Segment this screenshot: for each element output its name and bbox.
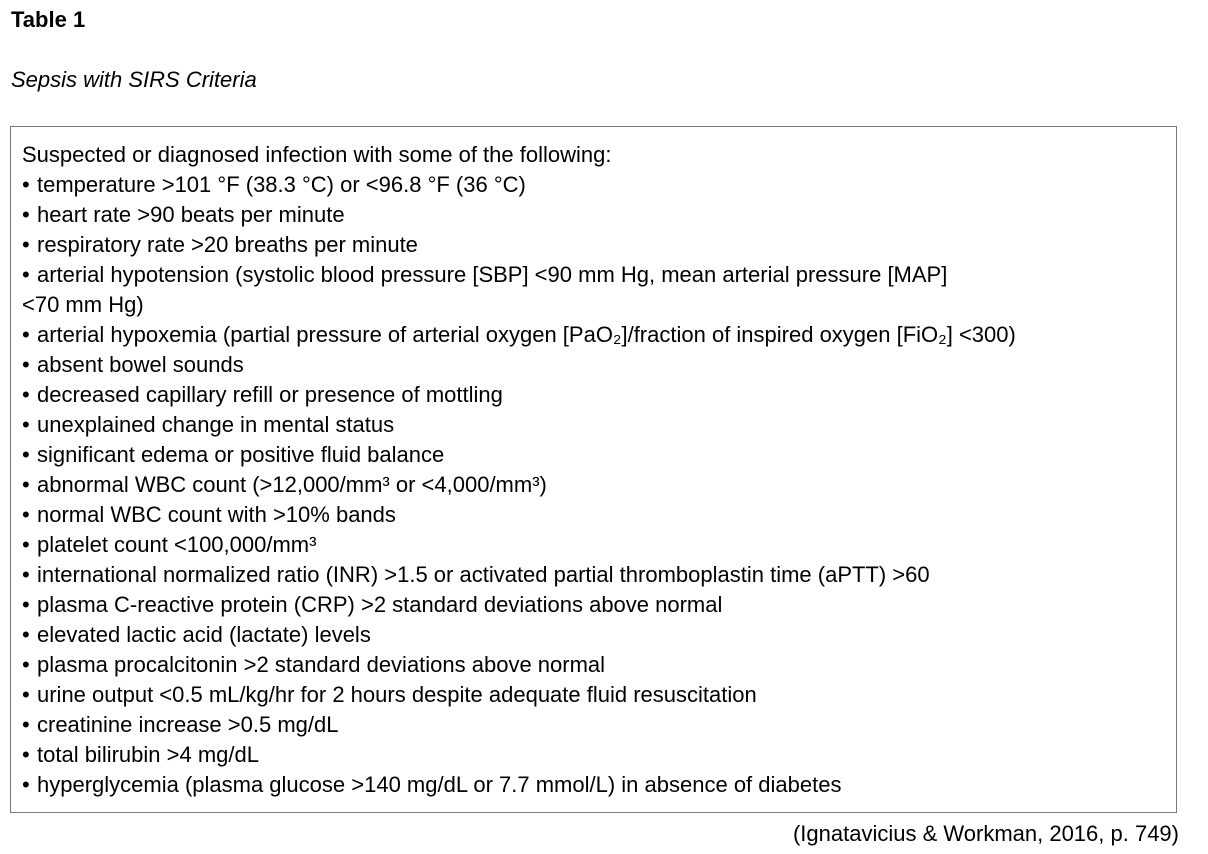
- list-item: [22, 500, 1172, 530]
- bullet: •: [22, 352, 30, 377]
- bullet: •: [22, 652, 30, 677]
- bullet: •: [22, 742, 30, 767]
- list-item: [22, 440, 1172, 470]
- list-item-text: arterial hypoxemia (partial pressure of arterial oxygen [PaO₂]/fraction of inspired oxygen [FiO₂] <300): [37, 322, 1016, 347]
- list-item-text: respiratory rate >20 breaths per minute: [37, 232, 418, 257]
- list-item-text: creatinine increase >0.5 mg/dL: [37, 712, 339, 737]
- list-item-text: unexplained change in mental status: [37, 412, 395, 437]
- list-item-text: international normalized ratio (INR) >1.5 or activated partial thromboplastin time (aPTT) >60: [37, 562, 930, 587]
- list-item-text: hyperglycemia (plasma glucose >140 mg/dL or 7.7 mmol/L) in absence of diabetes: [37, 772, 842, 797]
- bullet: •: [22, 322, 30, 347]
- list-item: [22, 770, 1172, 800]
- list-item: [22, 680, 1172, 710]
- bullet: •: [22, 262, 30, 287]
- table-title: Sepsis with SIRS Criteria: [11, 67, 257, 92]
- list-item: [22, 650, 1172, 680]
- bullet: •: [22, 412, 30, 437]
- bullet: •: [22, 772, 30, 797]
- list-item: [22, 470, 1172, 500]
- bullet: •: [22, 562, 30, 587]
- bullet: •: [22, 202, 30, 227]
- bullet: •: [22, 682, 30, 707]
- list-item: [22, 620, 1172, 650]
- list-item-text: plasma C-reactive protein (CRP) >2 standard deviations above normal: [37, 592, 723, 617]
- list-item-text: normal WBC count with >10% bands: [37, 502, 396, 527]
- list-item-text: significant edema or positive fluid balance: [37, 442, 445, 467]
- intro-text: Suspected or diagnosed infection with some of the following:: [22, 142, 612, 167]
- citation: (Ignatavicius & Workman, 2016, p. 749): [792, 821, 1179, 846]
- list-item-text: plasma procalcitonin >2 standard deviations above normal: [37, 652, 606, 677]
- bullet: •: [22, 592, 30, 617]
- bullet: •: [22, 622, 30, 647]
- list-item-text: heart rate >90 beats per minute: [37, 202, 345, 227]
- list-item-text: absent bowel sounds: [37, 352, 244, 377]
- list-item-text: decreased capillary refill or presence of mottling: [37, 382, 503, 407]
- list-item: [22, 260, 1172, 290]
- criteria-table: [10, 126, 1177, 813]
- list-item-continuation: [22, 290, 1172, 320]
- list-item-text: arterial hypotension (systolic blood pressure [SBP] <90 mm Hg, mean arterial pressure [MAP]: [37, 262, 948, 287]
- list-item: [22, 530, 1172, 560]
- list-item: [22, 410, 1172, 440]
- list-item: [22, 320, 1172, 350]
- bullet: •: [22, 442, 30, 467]
- list-item-text: temperature >101 °F (38.3 °C) or <96.8 °F (36 °C): [37, 172, 526, 197]
- list-item: [22, 200, 1172, 230]
- bullet: •: [22, 172, 30, 197]
- table-label: Table 1: [11, 7, 86, 32]
- list-item-text: elevated lactic acid (lactate) levels: [37, 622, 371, 647]
- list-item: [22, 560, 1172, 590]
- list-item: [22, 710, 1172, 740]
- bullet: •: [22, 382, 30, 407]
- list-item-text: abnormal WBC count (>12,000/mm³ or <4,000/mm³): [37, 472, 547, 497]
- list-item: [22, 380, 1172, 410]
- list-item-text: urine output <0.5 mL/kg/hr for 2 hours despite adequate fluid resuscitation: [37, 682, 757, 707]
- bullet: •: [22, 502, 30, 527]
- list-item-text: <70 mm Hg): [22, 292, 144, 317]
- criteria-list: [22, 140, 1172, 800]
- list-item: [22, 590, 1172, 620]
- bullet: •: [22, 532, 30, 557]
- bullet: •: [22, 712, 30, 737]
- list-item-text: platelet count <100,000/mm³: [37, 532, 317, 557]
- list-item: [22, 170, 1172, 200]
- list-item: [22, 350, 1172, 380]
- bullet: •: [22, 472, 30, 497]
- bullet: •: [22, 232, 30, 257]
- list-item: [22, 740, 1172, 770]
- list-item: [22, 230, 1172, 260]
- list-item-text: total bilirubin >4 mg/dL: [37, 742, 259, 767]
